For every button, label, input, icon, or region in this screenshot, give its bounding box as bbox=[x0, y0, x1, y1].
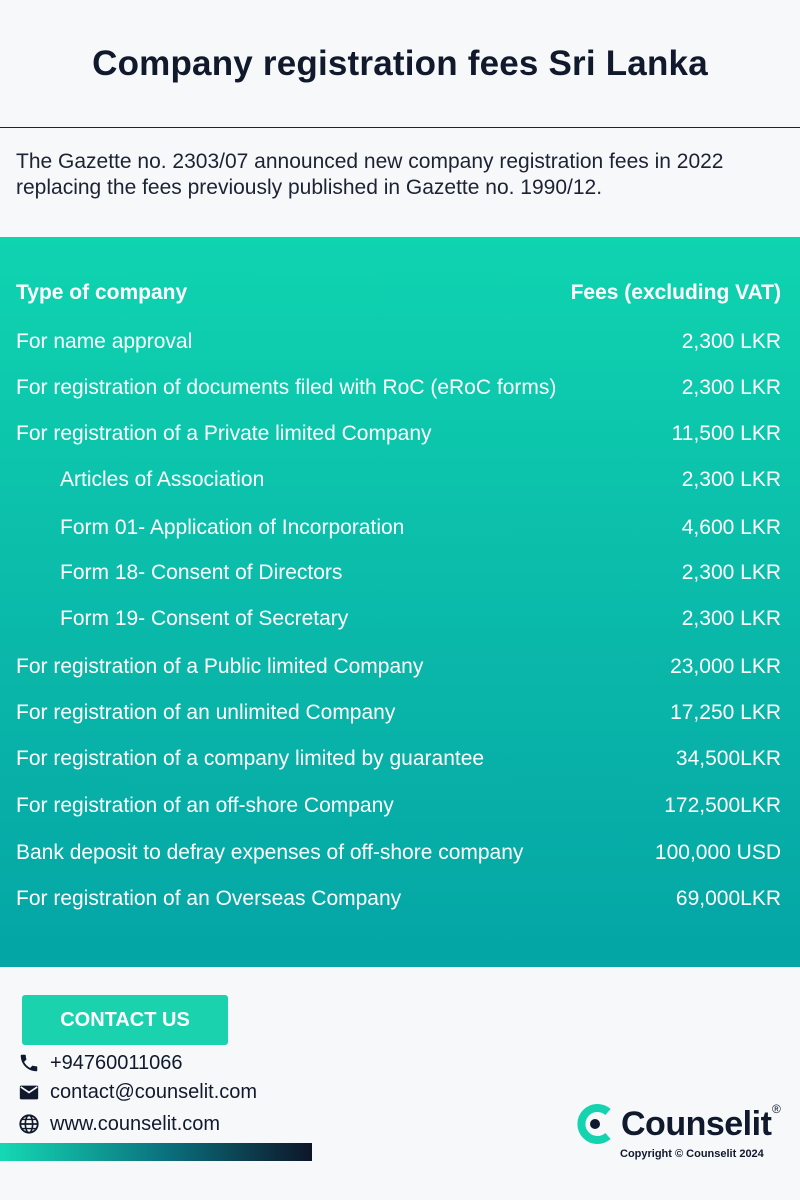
table-row bbox=[16, 513, 781, 543]
row-label: For registration of an off-shore Company bbox=[16, 794, 394, 817]
globe-icon bbox=[18, 1113, 40, 1135]
row-fee: 34,500LKR bbox=[675, 747, 781, 770]
row-label: Bank deposit to defray expenses of off-shore company bbox=[16, 841, 524, 864]
intro-text: The Gazette no. 2303/07 announced new company registration fees in 2022 replacing the fees previously published in Gazette no. 1990/12. bbox=[16, 150, 724, 199]
table-row bbox=[16, 884, 781, 914]
registered-mark: ® bbox=[772, 1102, 781, 1116]
row-fee: 2,300 LKR bbox=[681, 468, 781, 491]
row-label: For registration of an Overseas Company bbox=[16, 887, 402, 910]
row-fee: 2,300 LKR bbox=[681, 607, 781, 630]
email-address: contact@counselit.com bbox=[50, 1080, 258, 1103]
row-fee: 17,250 LKR bbox=[670, 701, 781, 724]
table-row bbox=[16, 838, 781, 868]
copyright-text: Copyright © Counselit 2024 bbox=[620, 1148, 764, 1160]
table-row bbox=[16, 465, 781, 495]
footer-gradient-bar bbox=[0, 1143, 312, 1161]
page-header bbox=[0, 0, 800, 128]
brand-logo bbox=[575, 1100, 790, 1148]
row-label: For registration of documents filed with RoC (eRoC forms) bbox=[16, 376, 557, 399]
row-label: For registration of a company limited by guarantee bbox=[16, 747, 485, 770]
header-type-label: Type of company bbox=[16, 281, 188, 304]
row-fee: 23,000 LKR bbox=[670, 655, 781, 678]
row-fee: 100,000 USD bbox=[654, 841, 781, 864]
table-row bbox=[16, 604, 781, 634]
table-row bbox=[16, 558, 781, 588]
row-label: Form 19- Consent of Secretary bbox=[60, 607, 349, 630]
table-row bbox=[16, 698, 781, 728]
table-header bbox=[16, 278, 781, 308]
row-fee: 4,600 LKR bbox=[681, 516, 781, 539]
table-row bbox=[16, 652, 781, 682]
page-title: Company registration fees Sri Lanka bbox=[92, 43, 708, 83]
contact-email[interactable] bbox=[18, 1079, 257, 1105]
row-label: Articles of Association bbox=[60, 468, 265, 491]
table-row bbox=[16, 744, 781, 774]
mail-icon bbox=[18, 1081, 40, 1103]
brand-name: Counselit bbox=[621, 1104, 772, 1143]
table-row bbox=[16, 373, 781, 403]
table-row bbox=[16, 791, 781, 821]
row-label: For registration of a Public limited Company bbox=[16, 655, 424, 678]
row-label: For name approval bbox=[16, 330, 193, 353]
row-label: Form 18- Consent of Directors bbox=[60, 561, 343, 584]
contact-phone[interactable] bbox=[18, 1050, 183, 1076]
row-fee: 69,000LKR bbox=[675, 887, 781, 910]
row-fee: 2,300 LKR bbox=[681, 330, 781, 353]
table-row bbox=[16, 327, 781, 357]
phone-icon bbox=[18, 1052, 40, 1074]
row-label: For registration of an unlimited Company bbox=[16, 701, 396, 724]
counselit-logo-icon bbox=[575, 1103, 615, 1145]
website-url: www.counselit.com bbox=[50, 1112, 221, 1135]
row-fee: 2,300 LKR bbox=[681, 561, 781, 584]
row-fee: 11,500 LKR bbox=[671, 422, 781, 445]
contact-us-button[interactable]: CONTACT US bbox=[22, 995, 228, 1045]
row-fee: 2,300 LKR bbox=[681, 376, 781, 399]
table-row bbox=[16, 419, 781, 449]
row-fee: 172,500LKR bbox=[664, 794, 781, 817]
phone-number: +94760011066 bbox=[50, 1051, 183, 1074]
contact-website[interactable] bbox=[18, 1111, 220, 1137]
row-label: Form 01- Application of Incorporation bbox=[60, 516, 405, 539]
header-fee-label: Fees (excluding VAT) bbox=[570, 281, 781, 304]
row-label: For registration of a Private limited Company bbox=[16, 422, 432, 445]
